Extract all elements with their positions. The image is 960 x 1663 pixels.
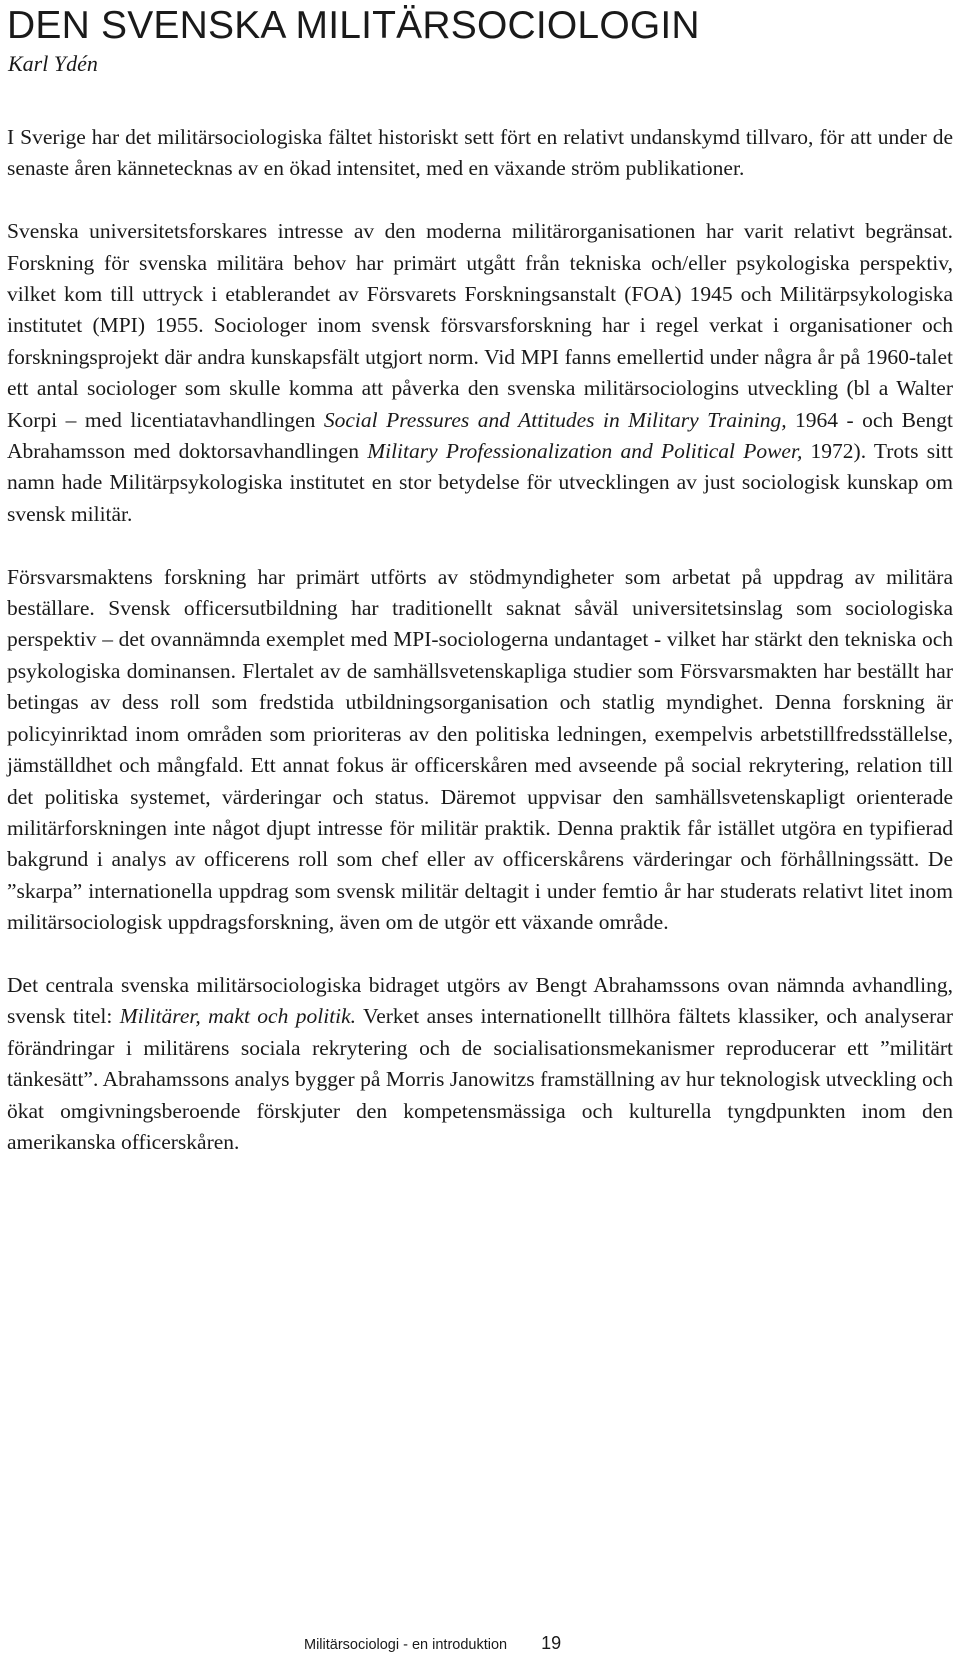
italic-title-text: Military Professionalization and Political Power, bbox=[367, 439, 803, 464]
paragraph-text: 1964 - och Bengt Abrahamsson med doktorsavhandlingen bbox=[7, 407, 954, 464]
paragraph-text: Försvarsmaktens forskning har primärt utförts av stödmyndigheter som arbetat på uppdrag av militära beställare. Svensk officersutbildning har traditionellt saknat såväl universitetsinslag som sociologiska perspektiv – det ovannämnda exemplet med MPI-sociologerna undantaget - vilket har stärkt den tekniska och psykologiska dominansen. Flertalet av de samhällsvetenskapliga studier som Försvarsmakten har beställt har betingas av dess roll som fredstida utbildningsorganisation och statlig myndighet. Denna forskning är policyinriktad inom områden som prioriteras av den politiska ledningen, exempelvis arbetstillfredsställelse, jämställdhet och mångfald. Ett annat fokus är officerskåren med avseende på social rekrytering, relation till det politiska systemet, värderingar och status. Däremot uppvisar den samhällsvetenskapligt orienterade militärforskningen inte något djupt intresse för militär praktik. Denna praktik får istället utgöra en typifierad bakgrund i analys av officerens roll som chef eller av officerskårens värderingar och förhållningssätt. De ”skarpa” internationella uppdrag som svensk militär deltagit i under femtio år har studerats relativt litet inom militärsociologisk uppdragsforskning, även om de utgör ett växande område. bbox=[7, 564, 953, 935]
article-author: Karl Ydén bbox=[8, 51, 98, 76]
page-footer bbox=[304, 1634, 604, 1654]
paragraph bbox=[7, 216, 953, 530]
paragraph-text: I Sverige har det militärsociologiska fältet historiskt sett fört en relativt undanskymd tillvaro, för att under de senaste åren kännetecknas av en ökad intensitet, med en växande ström publikationer. bbox=[7, 125, 953, 181]
document-page bbox=[7, 0, 953, 1190]
italic-title-text: Social Pressures and Attitudes in Military Training, bbox=[323, 407, 787, 432]
paragraph bbox=[7, 122, 953, 185]
italic-title-text: Militärer, makt och politik. bbox=[119, 1004, 357, 1029]
running-title: Militärsociologi - en introduktion bbox=[304, 1637, 508, 1653]
paragraph bbox=[7, 562, 953, 939]
paragraph-text: Verket anses internationellt tillhöra fältets klassiker, och analyserar förändringar i militärens sociala rekrytering och de socialisationsmekanismer reproducerar ett ”militärt tänkesätt”. Abrahamssons analys bygger på Morris Janowitzs framställning av hur teknologisk utveckling och ökat omgivningsberoende förskjuter den kompetensmässiga och kulturella tyngdpunkten inom den amerikanska officerskåren. bbox=[7, 1004, 954, 1154]
article-body bbox=[7, 122, 953, 1158]
paragraph bbox=[7, 970, 953, 1158]
page-number: 19 bbox=[541, 1633, 562, 1653]
paragraph-text: 1972). Trots sitt namn hade Militärpsykologiska institutet en stor betydelse för utvecklingen av just sociologisk kunskap om svensk militär. bbox=[7, 439, 953, 526]
article-title: DEN SVENSKA MILITÄRSOCIOLOGIN bbox=[7, 4, 700, 47]
paragraph-text: Svenska universitetsforskares intresse av den moderna militärorganisationen har varit relativt begränsat. Forskning för svenska militära behov har primärt utgått från tekniska och/eller psykologiska perspektiv, vilket kom till uttryck i etablerandet av Försvarets Forskningsanstalt (FOA) 1945 och Militärpsykologiska institutet (MPI) 1955. Sociologer inom svensk försvarsforskning har i regel verkat i organisationer och forskningsprojekt där andra kunskapsfält utgjort norm. Vid MPI fanns emellertid under några år på 1960-talet ett antal sociologer som skulle komma att påverka den svenska militärsociologins utveckling (bl a Walter Korpi – med licentiatavhandlingen bbox=[7, 219, 953, 432]
paragraph-text: Det centrala svenska militärsociologiska bidraget utgörs av Bengt Abrahamssons ovan nämnda avhandling, svensk titel: bbox=[7, 972, 953, 1029]
